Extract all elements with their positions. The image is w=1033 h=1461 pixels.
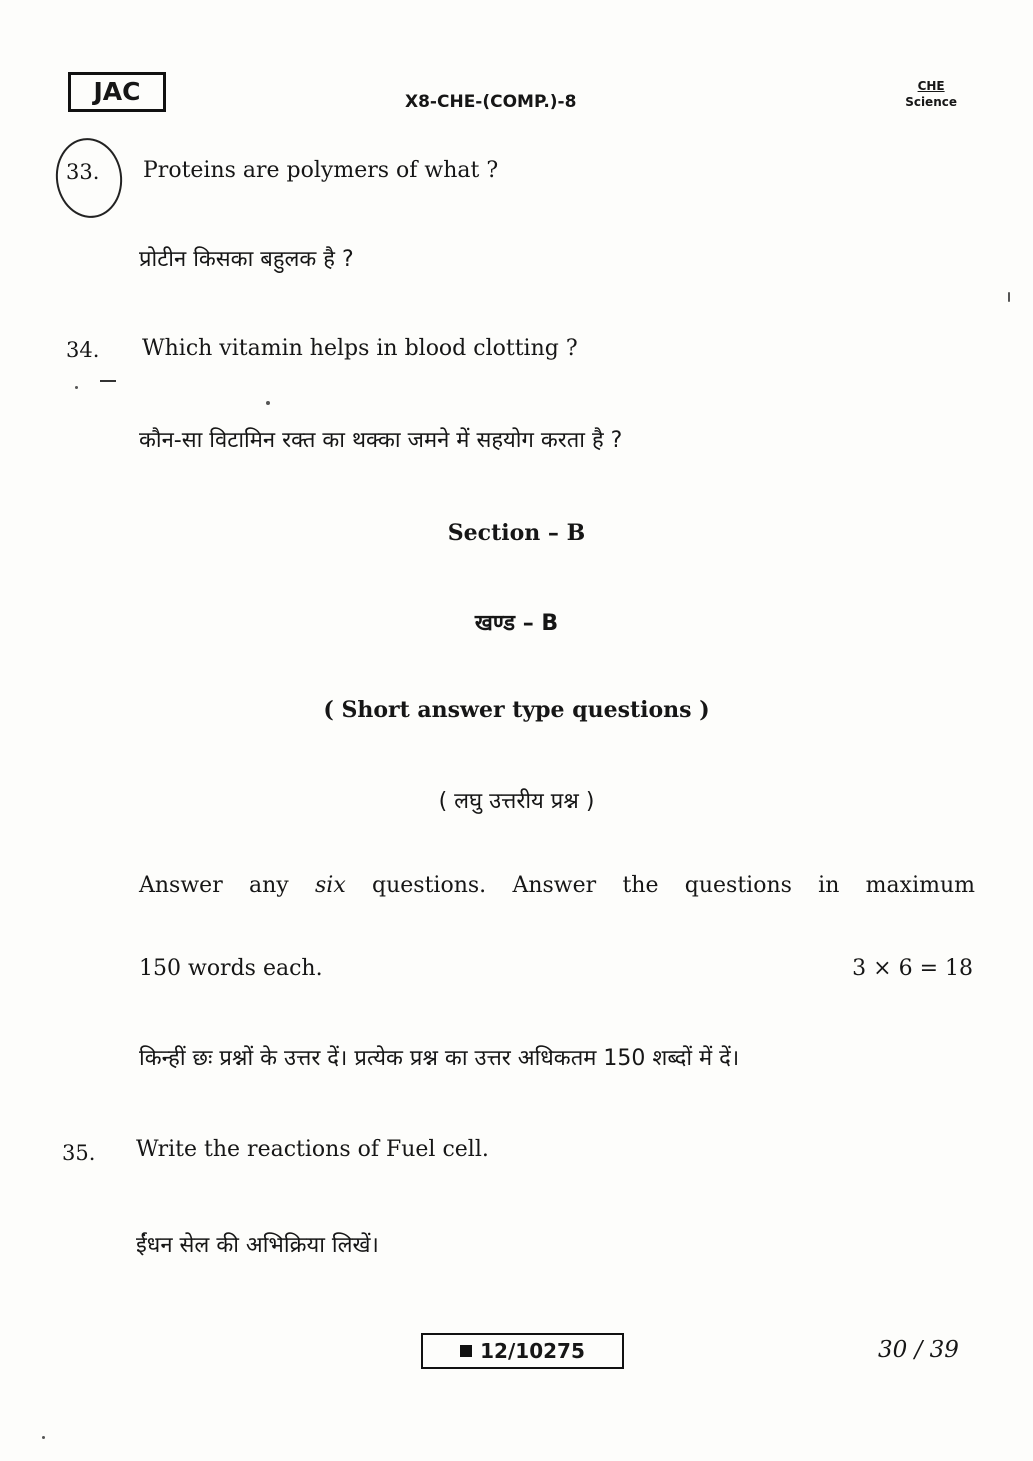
question-34-number: 34.: [66, 338, 100, 362]
instructions-hindi: किन्हीं छः प्रश्नों के उत्तर दें। प्रत्येक प्रश्न का उत्तर अधिकतम 150 शब्दों में दें।: [139, 1046, 740, 1071]
instructions-post: questions. Answer the questions in maximum: [345, 873, 975, 898]
scan-speck: [1008, 292, 1010, 302]
marks: 3 × 6 = 18: [852, 956, 973, 981]
footer-code: 12/10275: [480, 1339, 585, 1363]
question-35-hindi: ईंधन सेल की अभिक्रिया लिखें।: [136, 1233, 379, 1258]
paper-code: X8-CHE-(COMP.)-8: [405, 92, 577, 112]
subject-line1: CHE: [917, 79, 945, 93]
section-type-hindi: ( लघु उत्तरीय प्रश्न ): [438, 789, 595, 814]
subject-stamp: [905, 78, 957, 110]
scan-speck: [75, 386, 78, 389]
instructions-line1: [139, 873, 975, 898]
footer-code-box: [421, 1333, 624, 1369]
page-number: 30 / 39: [878, 1337, 959, 1363]
question-34-hindi: कौन-सा विटामिन रक्त का थक्का जमने में सहयोग करता है ?: [139, 428, 623, 453]
question-34-text: Which vitamin helps in blood clotting ?: [142, 336, 578, 361]
question-33-text: Proteins are polymers of what ?: [143, 158, 499, 183]
board-label: JAC: [68, 72, 166, 112]
instructions-pre: Answer any: [139, 873, 315, 898]
scan-mark: [100, 380, 116, 382]
question-33-hindi: प्रोटीन किसका बहुलक है ?: [139, 247, 354, 272]
instructions-line2: 150 words each.: [139, 956, 323, 981]
scan-speck: [266, 401, 270, 405]
question-33-number: 33.: [66, 160, 100, 184]
scan-speck: [42, 1436, 45, 1439]
square-icon: [460, 1345, 472, 1357]
subject-line2: Science: [905, 95, 957, 109]
instructions-emphasis: six: [315, 873, 346, 898]
question-35-text: Write the reactions of Fuel cell.: [136, 1137, 489, 1162]
section-title: Section – B: [447, 520, 586, 546]
section-title-hindi: खण्ड – B: [474, 611, 559, 636]
question-35-number: 35.: [62, 1141, 96, 1165]
section-type: ( Short answer type questions ): [323, 697, 710, 723]
